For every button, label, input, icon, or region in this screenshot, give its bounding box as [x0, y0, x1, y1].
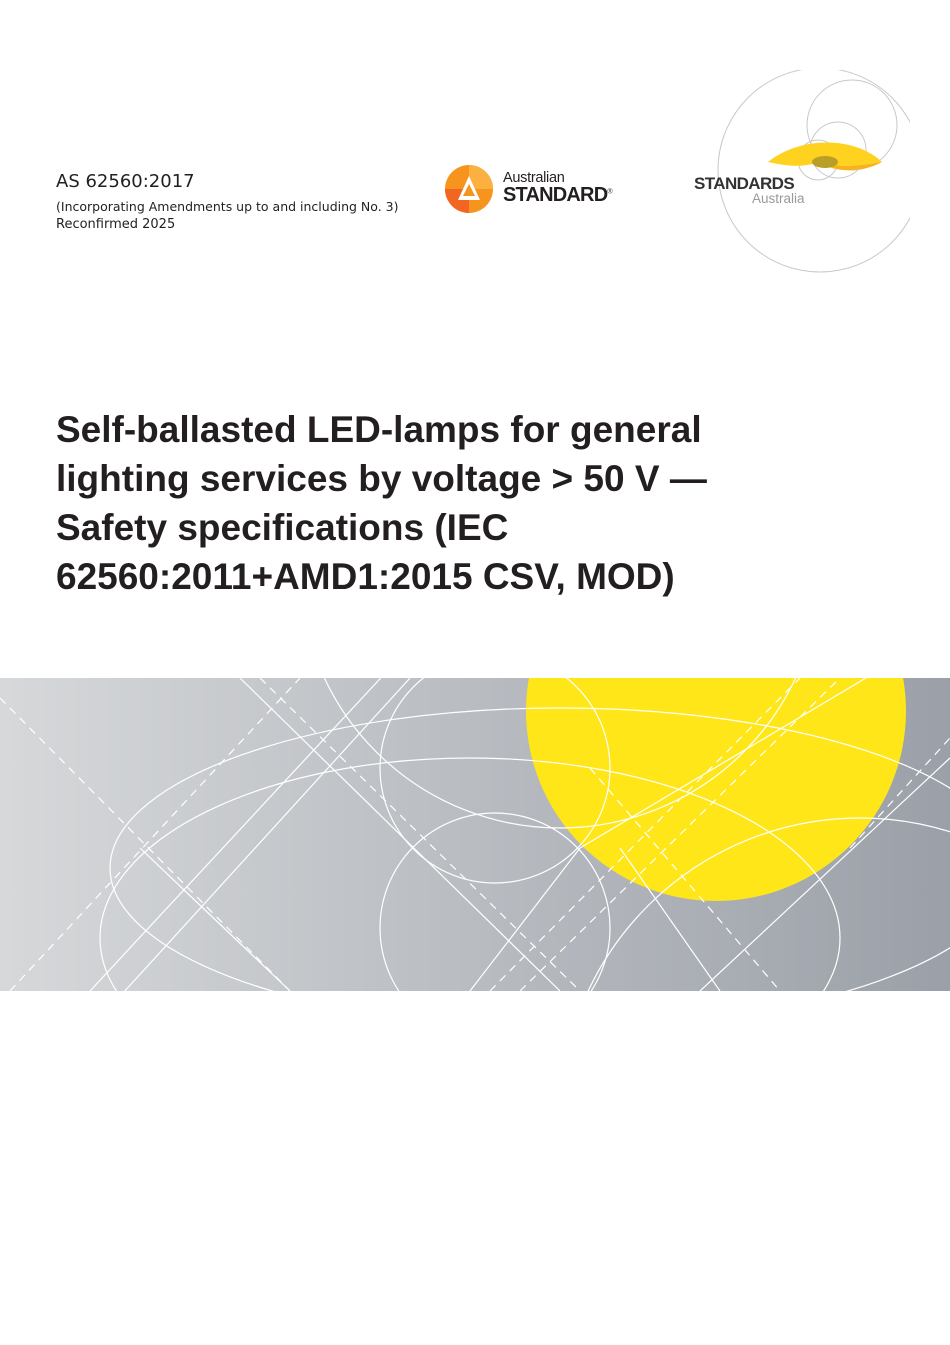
document-title: Self-ballasted LED-lamps for general lighting services by voltage > 50 V — Safety specifications (IEC 62560:2011+AMD1:2015 CSV, MOD) — [56, 409, 707, 597]
australian-standard-logo — [444, 164, 634, 216]
amendment-note: (Incorporating Amendments up to and including No. 3) — [56, 199, 399, 214]
cover-banner — [0, 678, 950, 991]
australian-standard-line2: STANDARD® — [503, 184, 612, 206]
reconfirmed-note: Reconfirmed 2025 — [56, 217, 176, 232]
standards-australia-line1: STANDARDS — [694, 174, 795, 193]
standard-number: AS 62560:2017 — [56, 171, 195, 192]
registered-mark: ® — [607, 188, 612, 196]
geometric-banner-graphic — [0, 678, 950, 991]
standards-australia-line2: Australia — [752, 191, 805, 206]
australian-standard-mark-icon — [444, 164, 494, 214]
document-meta — [56, 171, 398, 234]
australian-standard-line1: Australian — [503, 170, 565, 186]
standards-australia-logo — [690, 70, 910, 285]
